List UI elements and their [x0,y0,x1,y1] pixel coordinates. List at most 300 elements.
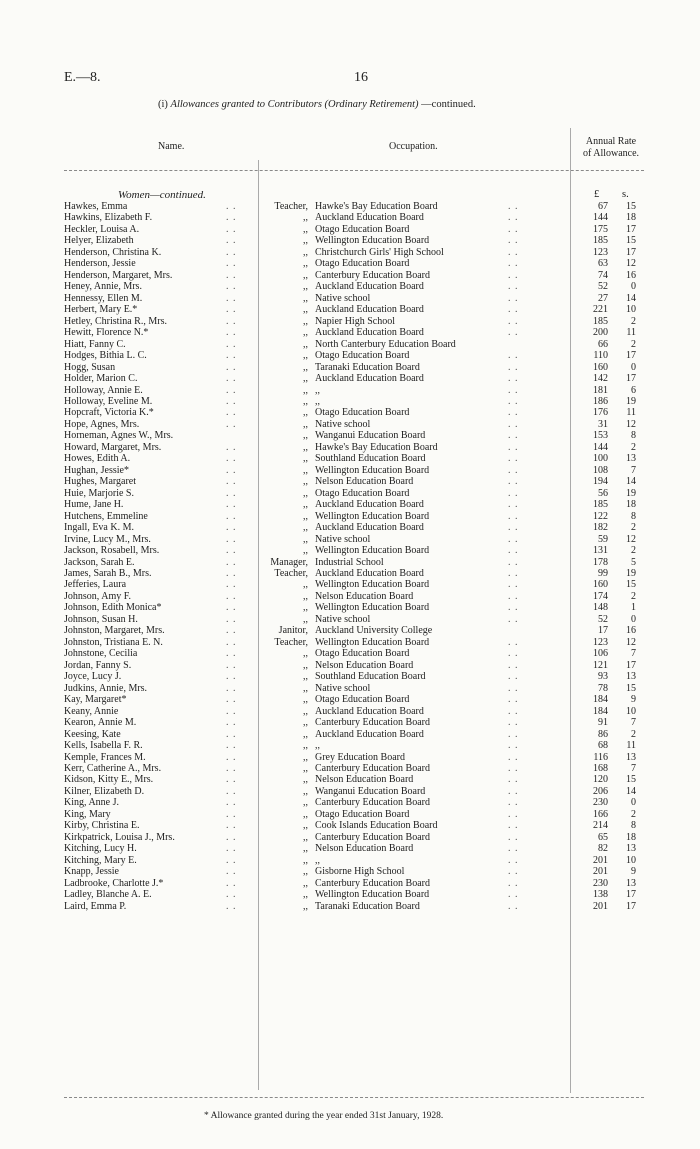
row-occupation-prefix: ,, [303,223,308,235]
row-shillings: 13 [626,843,636,855]
row-shillings: 2 [631,522,636,534]
row-name: Jackson, Rosabell, Mrs. [64,545,160,557]
row-occupation: North Canterbury Education Board [315,338,456,350]
table-row [0,763,700,774]
row-pounds: 82 [598,843,608,855]
row-shillings: 12 [626,258,636,270]
row-pounds: 93 [598,671,608,683]
row-occupation: Otago Education Board [315,808,410,820]
row-pounds: 182 [593,522,608,534]
row-pounds: 106 [593,648,608,660]
row-name: Ladley, Blanche A. E. [64,889,152,901]
row-name: Howes, Edith A. [64,453,131,465]
row-occupation: Otago Education Board [315,223,410,235]
row-leader-dots-2: . . [508,820,519,832]
row-name: Kearon, Annie M. [64,717,137,729]
table-row [0,797,700,808]
table-row [0,637,700,648]
row-occupation-prefix: ,, [303,854,308,866]
row-shillings: 0 [631,281,636,293]
row-pounds: 108 [593,464,608,476]
row-shillings: 12 [626,418,636,430]
row-shillings: 12 [626,533,636,545]
row-pounds: 63 [598,258,608,270]
row-occupation-prefix: ,, [303,762,308,774]
table-row [0,855,700,866]
row-occupation-prefix: ,, [303,304,308,316]
row-occupation-prefix: ,, [303,613,308,625]
table-row [0,362,700,373]
row-leader-dots: . . [226,487,237,499]
row-shillings: 17 [626,659,636,671]
row-occupation: Native school [315,533,371,545]
row-name: Ladbrooke, Charlotte J.* [64,877,164,889]
row-leader-dots: . . [226,384,237,396]
row-leader-dots-2: . . [508,545,519,557]
row-leader-dots-2: . . [508,694,519,706]
table-row [0,740,700,751]
row-leader-dots: . . [226,453,237,465]
row-occupation: Wanganui Education Board [315,430,426,442]
table-row [0,729,700,740]
row-leader-dots: . . [226,694,237,706]
row-occupation-prefix: ,, [303,327,308,339]
row-pounds: 174 [593,590,608,602]
row-occupation: Nelson Education Board [315,774,414,786]
row-occupation: Auckland Education Board [315,705,424,717]
table-row [0,350,700,361]
row-name: Hennessy, Ellen M. [64,292,143,304]
row-leader-dots-2: . . [508,866,519,878]
row-name: Kitching, Mary E. [64,854,137,866]
table-row [0,832,700,843]
row-leader-dots-2: . . [508,843,519,855]
row-name: Irvine, Lucy M., Mrs. [64,533,151,545]
row-leader-dots: . . [226,843,237,855]
row-occupation: Southland Education Board [315,671,426,683]
row-leader-dots-2: . . [508,453,519,465]
table-row [0,224,700,235]
row-occupation-prefix: ,, [303,395,308,407]
row-leader-dots-2: . . [508,785,519,797]
row-leader-dots-2: . . [508,304,519,316]
table-row [0,545,700,556]
table-row [0,602,700,613]
row-occupation-prefix: Teacher, [274,636,308,648]
table-row [0,258,700,269]
row-occupation-prefix: ,, [303,292,308,304]
row-leader-dots: . . [226,269,237,281]
row-pounds: 66 [598,338,608,350]
row-leader-dots: . . [226,762,237,774]
row-leader-dots: . . [226,499,237,511]
row-name: Hawkins, Elizabeth F. [64,212,153,224]
row-occupation-prefix: ,, [303,464,308,476]
row-leader-dots: . . [226,464,237,476]
row-shillings: 14 [626,476,636,488]
row-occupation-prefix: ,, [303,281,308,293]
row-leader-dots: . . [226,728,237,740]
column-header-occupation: Occupation. [389,141,438,152]
row-name: Hughan, Jessie* [64,464,129,476]
row-occupation-prefix: ,, [303,430,308,442]
row-pounds: 194 [593,476,608,488]
row-pounds: 100 [593,453,608,465]
table-row [0,752,700,763]
row-leader-dots: . . [226,797,237,809]
row-occupation: Auckland Education Board [315,568,424,579]
row-leader-dots: . . [226,877,237,889]
row-name: Howard, Margaret, Mrs. [64,441,162,453]
row-leader-dots-2: . . [508,728,519,740]
row-occupation-prefix: ,, [303,510,308,522]
row-pounds: 186 [593,395,608,407]
row-shillings: 2 [631,808,636,820]
page-reference: E.—8. [64,70,101,85]
row-occupation: Otago Education Board [315,258,410,270]
header-rule-bottom [64,1097,644,1098]
row-name: Hiatt, Fanny C. [64,338,126,350]
row-occupation-prefix: ,, [303,545,308,557]
rate-header-line2: of Allowance. [582,148,640,159]
row-occupation: Wellington Education Board [315,464,430,476]
row-leader-dots: . . [226,889,237,901]
row-pounds: 74 [598,269,608,281]
row-pounds: 185 [593,315,608,327]
table-row [0,591,700,602]
row-occupation: Nelson Education Board [315,590,414,602]
row-occupation: Otago Education Board [315,648,410,660]
row-leader-dots-2: . . [508,762,519,774]
row-occupation: Taranaki Education Board [315,900,420,912]
row-leader-dots-2: . . [508,315,519,327]
row-leader-dots: . . [226,292,237,304]
row-shillings: 10 [626,304,636,316]
row-leader-dots-2: . . [508,636,519,648]
subtitle-title: Allowances granted to Contributors (Ordinary Retirement) [170,99,419,110]
row-pounds: 200 [593,327,608,339]
row-occupation-prefix: ,, [303,740,308,752]
row-occupation-prefix: ,, [303,487,308,499]
table-row [0,442,700,453]
row-pounds: 201 [593,900,608,912]
row-leader-dots: . . [226,717,237,729]
row-name: Kitching, Lucy H. [64,843,137,855]
row-occupation-prefix: ,, [303,338,308,350]
row-leader-dots: . . [226,682,237,694]
table-row [0,614,700,625]
row-occupation: Auckland Education Board [315,373,424,385]
row-shillings: 7 [631,464,636,476]
row-shillings: 15 [626,579,636,591]
row-leader-dots-2: . . [508,395,519,407]
row-occupation: ,, [315,395,320,407]
row-leader-dots-2: . . [508,464,519,476]
row-pounds: 116 [593,751,608,763]
table-row [0,694,700,705]
subtitle-suffix: —continued. [421,99,476,110]
table-row [0,809,700,820]
row-leader-dots-2: . . [508,579,519,591]
row-pounds: 56 [598,487,608,499]
row-shillings: 1 [631,602,636,614]
row-pounds: 122 [593,510,608,522]
table-row [0,786,700,797]
row-pounds: 27 [598,292,608,304]
row-occupation: Native school [315,613,371,625]
row-shillings: 10 [626,705,636,717]
row-name: Hughes, Margaret [64,476,137,488]
row-leader-dots: . . [226,304,237,316]
row-name: Huie, Marjorie S. [64,487,134,499]
row-occupation-prefix: ,, [303,418,308,430]
row-occupation-prefix: ,, [303,648,308,660]
row-occupation-prefix: ,, [303,476,308,488]
row-name: Horneman, Agnes W., Mrs. [64,430,174,442]
row-pounds: 178 [593,556,608,568]
row-pounds: 221 [593,304,608,316]
row-occupation-prefix: ,, [303,590,308,602]
row-occupation-prefix: Janitor, [278,625,308,637]
row-leader-dots: . . [226,900,237,912]
row-leader-dots-2: . . [508,740,519,752]
row-leader-dots-2: . . [508,258,519,270]
column-header-name: Name. [158,141,185,152]
row-shillings: 18 [626,831,636,843]
row-pounds: 214 [593,820,608,832]
row-shillings: 17 [626,900,636,912]
table-row [0,201,700,212]
row-leader-dots: . . [226,556,237,568]
row-leader-dots-2: . . [508,361,519,373]
table-row [0,579,700,590]
table-row [0,625,700,636]
row-occupation-prefix: ,, [303,900,308,912]
row-leader-dots: . . [226,522,237,534]
row-shillings: 2 [631,315,636,327]
row-occupation: Wellington Education Board [315,579,430,591]
row-pounds: 67 [598,201,608,212]
row-leader-dots-2: . . [508,659,519,671]
row-occupation: Nelson Education Board [315,843,414,855]
row-leader-dots: . . [226,533,237,545]
row-occupation-prefix: ,, [303,522,308,534]
table-row [0,373,700,384]
row-leader-dots: . . [226,785,237,797]
row-occupation-prefix: ,, [303,499,308,511]
row-pounds: 99 [598,568,608,579]
row-leader-dots: . . [226,373,237,385]
row-pounds: 230 [593,877,608,889]
row-occupation: Southland Education Board [315,453,426,465]
row-occupation: Auckland Education Board [315,522,424,534]
row-name: Holder, Marion C. [64,373,138,385]
row-name: Helyer, Elizabeth [64,235,134,247]
row-pounds: 201 [593,866,608,878]
row-occupation: Canterbury Education Board [315,269,430,281]
row-shillings: 18 [626,212,636,224]
row-occupation-prefix: ,, [303,877,308,889]
row-leader-dots: . . [226,590,237,602]
row-leader-dots-2: . . [508,556,519,568]
row-occupation-prefix: ,, [303,797,308,809]
row-shillings: 11 [626,327,636,339]
row-name: Johnson, Susan H. [64,613,138,625]
row-occupation-prefix: ,, [303,728,308,740]
row-occupation-prefix: ,, [303,659,308,671]
row-shillings: 0 [631,613,636,625]
row-leader-dots-2: . . [508,797,519,809]
row-leader-dots-2: . . [508,292,519,304]
row-occupation-prefix: ,, [303,889,308,901]
row-name: Henderson, Christina K. [64,246,162,258]
table-row [0,878,700,889]
table-subtitle [158,99,476,110]
row-leader-dots: . . [226,258,237,270]
row-pounds: 86 [598,728,608,740]
row-leader-dots: . . [226,201,237,212]
row-pounds: 17 [598,625,608,637]
row-pounds: 78 [598,682,608,694]
row-shillings: 8 [631,430,636,442]
row-shillings: 7 [631,717,636,729]
row-name: Jordan, Fanny S. [64,659,132,671]
row-shillings: 8 [631,510,636,522]
row-leader-dots-2: . . [508,407,519,419]
table-row [0,270,700,281]
row-shillings: 2 [631,728,636,740]
row-leader-dots: . . [226,223,237,235]
row-occupation: Wellington Education Board [315,889,430,901]
row-leader-dots-2: . . [508,384,519,396]
row-shillings: 18 [626,499,636,511]
row-occupation: Grey Education Board [315,751,405,763]
row-occupation: Wanganui Education Board [315,785,426,797]
row-shillings: 2 [631,545,636,557]
table-row [0,430,700,441]
table-row [0,304,700,315]
row-leader-dots: . . [226,740,237,752]
row-leader-dots: . . [226,568,237,579]
row-name: Kay, Margaret* [64,694,127,706]
row-occupation-prefix: ,, [303,579,308,591]
row-occupation: Native school [315,418,371,430]
table-row [0,706,700,717]
row-occupation-prefix: ,, [303,602,308,614]
row-occupation: Native school [315,292,371,304]
row-shillings: 14 [626,785,636,797]
row-leader-dots-2: . . [508,613,519,625]
row-occupation: Taranaki Education Board [315,361,420,373]
row-occupation-prefix: ,, [303,235,308,247]
table-row [0,247,700,258]
row-name: Kemple, Frances M. [64,751,146,763]
row-leader-dots-2: . . [508,568,519,579]
row-occupation: Hawke's Bay Education Board [315,441,438,453]
row-occupation: Nelson Education Board [315,476,414,488]
row-occupation: Auckland Education Board [315,304,424,316]
row-occupation-prefix: ,, [303,441,308,453]
row-leader-dots: . . [226,671,237,683]
row-shillings: 13 [626,453,636,465]
row-occupation-prefix: ,, [303,246,308,258]
row-occupation: Auckland Education Board [315,327,424,339]
row-shillings: 12 [626,636,636,648]
row-occupation: Canterbury Education Board [315,797,430,809]
table-row [0,683,700,694]
row-name: Kilner, Elizabeth D. [64,785,145,797]
row-shillings: 15 [626,201,636,212]
row-occupation-prefix: ,, [303,453,308,465]
row-occupation: Wellington Education Board [315,602,430,614]
row-pounds: 121 [593,659,608,671]
row-shillings: 9 [631,694,636,706]
row-shillings: 2 [631,441,636,453]
row-occupation-prefix: ,, [303,258,308,270]
row-pounds: 65 [598,831,608,843]
row-shillings: 14 [626,292,636,304]
footnote: * Allowance granted during the year ended 31st January, 1928. [204,1111,444,1121]
units-shillings: s. [622,189,629,200]
row-occupation-prefix: ,, [303,373,308,385]
row-leader-dots: . . [226,350,237,362]
row-leader-dots: . . [226,854,237,866]
row-leader-dots-2: . . [508,430,519,442]
row-leader-dots-2: . . [508,671,519,683]
row-leader-dots-2: . . [508,854,519,866]
row-occupation-prefix: ,, [303,694,308,706]
row-pounds: 185 [593,499,608,511]
row-pounds: 68 [598,740,608,752]
row-leader-dots-2: . . [508,831,519,843]
table-row [0,407,700,418]
page-number: 16 [354,70,368,85]
row-name: Hogg, Susan [64,361,116,373]
row-leader-dots-2: . . [508,201,519,212]
row-leader-dots: . . [226,602,237,614]
row-leader-dots-2: . . [508,590,519,602]
row-occupation: Wellington Education Board [315,235,430,247]
row-occupation: Canterbury Education Board [315,717,430,729]
row-leader-dots: . . [226,545,237,557]
row-occupation: ,, [315,740,320,752]
row-name: Johnston, Margaret, Mrs. [64,625,165,637]
row-pounds: 52 [598,613,608,625]
row-shillings: 17 [626,223,636,235]
row-occupation-prefix: ,, [303,831,308,843]
table-row [0,281,700,292]
row-leader-dots-2: . . [508,774,519,786]
row-pounds: 175 [593,223,608,235]
row-occupation-prefix: ,, [303,407,308,419]
row-leader-dots-2: . . [508,705,519,717]
column-header-rate [578,136,644,160]
row-occupation-prefix: ,, [303,705,308,717]
row-occupation: ,, [315,384,320,396]
table-row [0,774,700,785]
row-occupation: Canterbury Education Board [315,762,430,774]
row-leader-dots-2: . . [508,350,519,362]
row-occupation-prefix: ,, [303,671,308,683]
units-pounds: £ [594,189,600,200]
row-occupation-prefix: Manager, [270,556,308,568]
row-occupation-prefix: ,, [303,212,308,224]
row-shillings: 19 [626,395,636,407]
row-shillings: 13 [626,877,636,889]
row-leader-dots: . . [226,510,237,522]
row-leader-dots-2: . . [508,889,519,901]
row-pounds: 110 [593,350,608,362]
